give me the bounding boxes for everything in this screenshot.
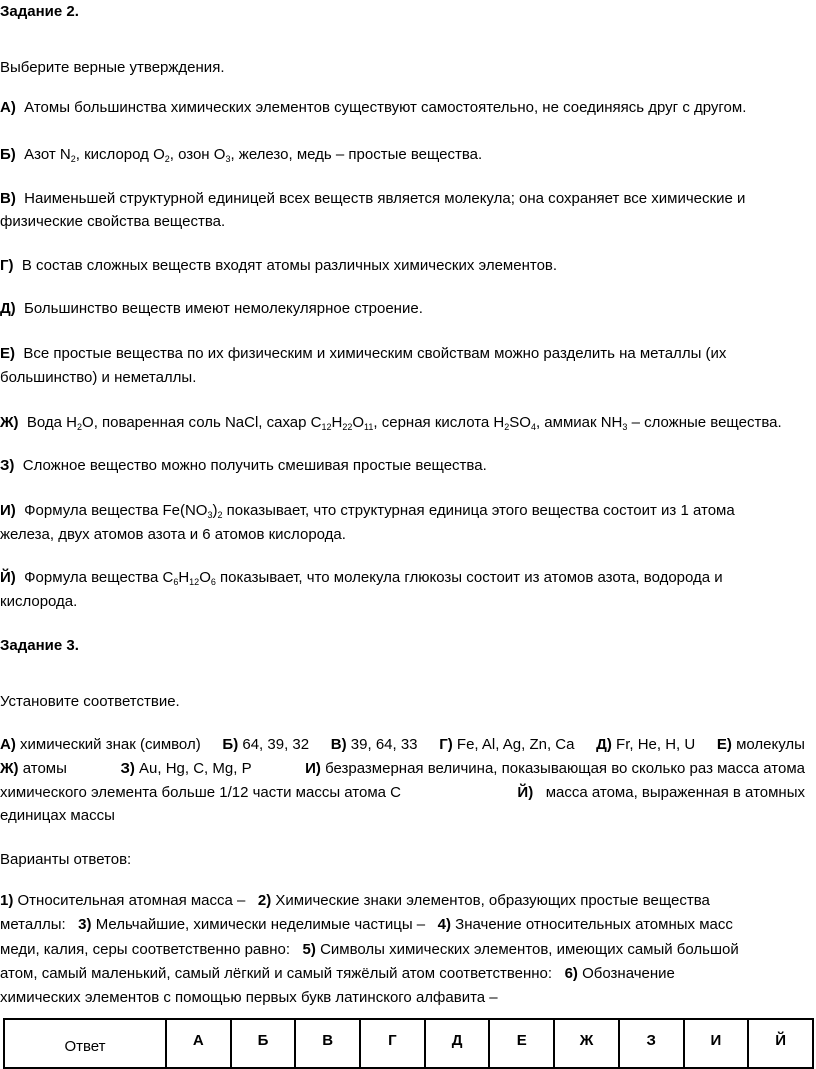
answer-cell-b[interactable]: Б [231,1019,296,1068]
match-items-line2: Ж) атомы З) Au, Hg, C, Mg, P И) безразмерная величина, показывающая во сколько раз масса атома [0,760,805,777]
variants-line5: химических элементов с помощью первых букв латинского алфавита – [0,989,498,1006]
answer-cell-i[interactable]: И [684,1019,749,1068]
answer-cell-g[interactable]: Г [360,1019,425,1068]
match-items-line3: химического элемента больше 1/12 части массы атома С Й) масса атома, выраженная в атомных [0,784,805,801]
task2-instruction: Выберите верные утверждения. [0,59,225,76]
statement-a: А) Атомы большинства химических элементов существуют самостоятельно, не соединяясь друг с другом. [0,99,747,116]
statement-e: Е) Все простые вещества по их физическим и химическим свойствам можно разделить на металлы (их [0,345,727,362]
match-items-line4: единицах массы [0,807,115,824]
variants-title: Варианты ответов: [0,851,132,868]
answer-table-row [4,1019,813,1068]
variants-line1: 1) Относительная атомная масса – 2) Химические знаки элементов, образующих простые вещества [0,892,710,909]
statement-e-cont: большинство) и неметаллы. [0,369,197,386]
answer-table [3,1018,814,1069]
statement-v-cont: физические свойства вещества. [0,213,226,230]
task3-title: Задание 3. [0,637,79,654]
variants-line2: металлы: 3) Мельчайшие, химически неделимые частицы – 4) Значение относительных атомных масс [0,916,733,933]
answer-cell-z[interactable]: З [619,1019,684,1068]
answer-header-cell: Ответ [4,1019,166,1068]
statement-y-cont: кислорода. [0,593,78,610]
match-items-line1: А) химический знак (символ) Б) 64, 39, 32 В) 39, 64, 33 Г) Fe, Al, Ag, Zn, Ca Д) Fr, He, H, U Е) молекулы [0,736,805,753]
statement-d: Д) Большинство веществ имеют немолекулярное строение. [0,300,423,317]
answer-cell-zh[interactable]: Ж [554,1019,619,1068]
answer-cell-d[interactable]: Д [425,1019,490,1068]
answer-cell-y[interactable]: Й [748,1019,813,1068]
statement-y: Й) Формула вещества $С_6Н_{12}О_6$ показывает, что молекула глюкозы состоит из атомов азота, водорода и [0,569,723,587]
statement-v: В) Наименьшей структурной единицей всех веществ является молекула; она сохраняет все химические и [0,190,746,207]
variants-line4: атом, самый маленький, самый лёгкий и самый тяжёлый атом соответственно: 6) Обозначение [0,965,675,982]
statement-z: З) Сложное вещество можно получить смешивая простые вещества. [0,457,487,474]
variants-line3: меди, калия, серы соответственно равно: 5) Символы химических элементов, имеющих самый большой [0,941,739,958]
statement-i: И) Формула вещества $Fe(NO_3)_2$ показывает, что структурная единица этого вещества состоит из 1 атома [0,502,735,520]
task3-instruction: Установите соответствие. [0,693,180,710]
answer-cell-e[interactable]: Е [489,1019,554,1068]
statement-zh: Ж) Вода $Н_2О$, поваренная соль NaCl, сахар $С_{12}Н_{22}О_{11}$, серная кислота $Н_2SO_4$, аммиак $NH_3$ – сложные вещества. [0,414,782,432]
answer-cell-a[interactable]: А [166,1019,231,1068]
task2-title: Задание 2. [0,3,79,20]
statement-g: Г) В состав сложных веществ входят атомы различных химических элементов. [0,257,558,274]
statement-i-cont: железа, двух атомов азота и 6 атомов кислорода. [0,526,346,543]
answer-cell-v[interactable]: В [295,1019,360,1068]
statement-b: Б) Азот $N_2$, кислород $О_2$, озон $О_3$, железо, медь – простые вещества. [0,146,483,164]
